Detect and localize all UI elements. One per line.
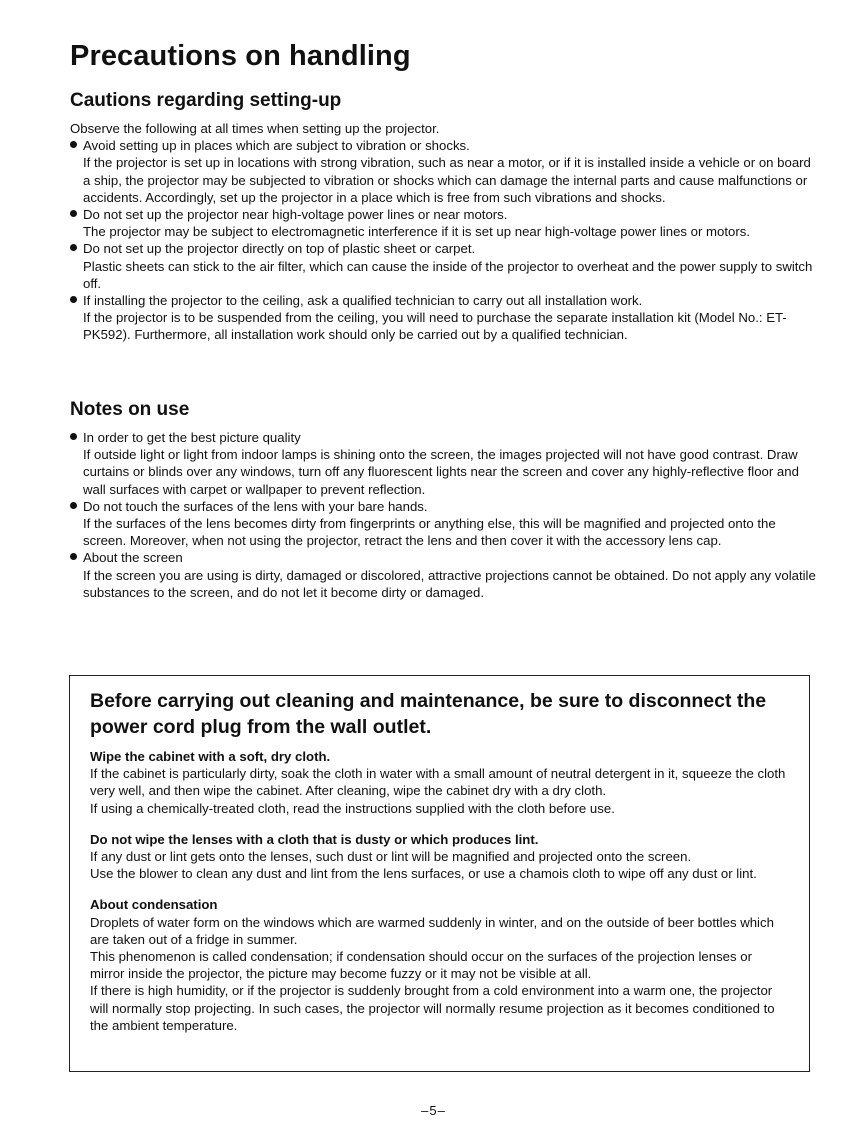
item-lead: About the screen (83, 550, 183, 566)
cleaning-line: If using a chemically-treated cloth, read the instructions supplied with the cloth before use. (90, 800, 615, 816)
cleaning-line: Droplets of water form on the windows which are warmed suddenly in winter, and on the outside of beer bottles which are taken out of a fridge in summer. (90, 914, 774, 947)
item-detail: If the projector is set up in locations with strong vibration, such as near a motor, or if it is installed inside a vehicle or on board a ship, the projector may be subjected to vibration or shocks which can damage the internal parts and cause malfunctions or accidents. Accordingly, set up the projector in a place which is free from such vibrations and shocks. (83, 155, 811, 205)
item-lead: In order to get the best picture quality (83, 430, 301, 445)
item-detail: If the surfaces of the lens becomes dirty from fingerprints or anything else, this will be magnified and projected onto the screen. Moreover, when not using the projector, retract the lens and then cover it with the accessory lens cap. (83, 516, 776, 549)
cleaning-line: Use the blower to clean any dust and lint from the lens surfaces, or use a chamois cloth to wipe off any dust or lint. (90, 866, 757, 882)
cleaning-line: If any dust or lint gets onto the lenses, such dust or lint will be magnified and projected onto the screen. (90, 849, 692, 865)
cleaning-cabinet-title: Wipe the cabinet with a soft, dry cloth. (90, 749, 331, 764)
bullet-icon (70, 244, 77, 251)
setup-item-power-lines (70, 206, 818, 240)
item-lead: Avoid setting up in places which are subject to vibration or shocks. (83, 138, 470, 154)
bullet-icon (70, 141, 77, 148)
item-lead: If installing the projector to the ceiling, ask a qualified technician to carry out all installation work. (83, 293, 643, 309)
cleaning-heading: Before carrying out cleaning and maintenance, be sure to disconnect the power cord plug from the wall outlet. (90, 690, 767, 738)
cleaning-cabinet (90, 748, 787, 817)
item-lead: Do not touch the surfaces of the lens with your bare hands. (83, 498, 428, 514)
item-detail: If the screen you are using is dirty, damaged or discolored, attractive projections cannot be obtained. Do not apply any volatile substances to the screen, and do not let it become dirty or damaged. (83, 567, 816, 600)
setup-section (70, 90, 818, 344)
setup-item-plastic-sheet (70, 240, 818, 292)
setup-intro: Observe the following at all times when setting up the projector. (70, 121, 440, 136)
bullet-icon (70, 210, 77, 217)
cleaning-condensation (90, 896, 787, 1034)
use-item-screen (70, 549, 818, 601)
item-detail: The projector may be subject to electromagnetic interference if it is set up near high-voltage power lines or motors. (83, 224, 751, 240)
cleaning-lenses-title: Do not wipe the lenses with a cloth that is dusty or which produces lint. (90, 831, 539, 847)
use-heading: Notes on use (70, 399, 190, 420)
bullet-icon (70, 502, 77, 509)
use-item-lens-touch (70, 498, 818, 550)
item-detail: If the projector is to be suspended from the ceiling, you will need to purchase the separate installation kit (Model No.: ET-PK592). Furthermore, all installation work should only be carried out by a qualified technician. (83, 310, 787, 343)
cleaning-line: If the cabinet is particularly dirty, soak the cloth in water with a small amount of neutral detergent in it, squeeze the cloth very well, and then wipe the cabinet. After cleaning, wipe the cabinet dry with a dry cloth. (90, 766, 786, 799)
item-detail: If outside light or light from indoor lamps is shining onto the screen, the images projected will not have good contrast. Draw curtains or blinds over any windows, turn off any fluorescent lights near the screen and cover any highly-reflective floor and wall surfaces with carpet or wallpaper to prevent reflection. (83, 447, 799, 497)
cleaning-lenses (90, 831, 787, 883)
item-detail: Plastic sheets can stick to the air filter, which can cause the inside of the projector to overheat and the power supply to switch off. (83, 258, 813, 291)
item-lead: Do not set up the projector directly on top of plastic sheet or carpet. (83, 241, 476, 257)
cleaning-line: If there is high humidity, or if the projector is suddenly brought from a cold environment into a warm one, the projector will normally stop projecting. In such cases, the projector will normally resume projection as it becomes conditioned to the ambient temperature. (90, 983, 775, 1033)
setup-item-ceiling (70, 292, 818, 344)
item-lead: Do not set up the projector near high-voltage power lines or near motors. (83, 207, 508, 223)
bullet-icon (70, 553, 77, 560)
cleaning-box (69, 675, 810, 1072)
setup-list (70, 137, 818, 343)
use-section (70, 399, 818, 601)
cleaning-line: This phenomenon is called condensation; if condensation should occur on the surfaces of the projection lenses or mirror inside the projector, the picture may become fuzzy or it may not be visible at all. (90, 949, 752, 982)
cleaning-condensation-title: About condensation (90, 897, 218, 913)
setup-item-vibration (70, 137, 818, 206)
bullet-icon (70, 433, 77, 440)
setup-heading: Cautions regarding setting-up (70, 90, 342, 111)
use-item-picture-quality (70, 429, 818, 498)
page-title: Precautions on handling (70, 40, 411, 72)
use-list (70, 429, 818, 601)
page-number: –5– (421, 1103, 446, 1118)
bullet-icon (70, 296, 77, 303)
